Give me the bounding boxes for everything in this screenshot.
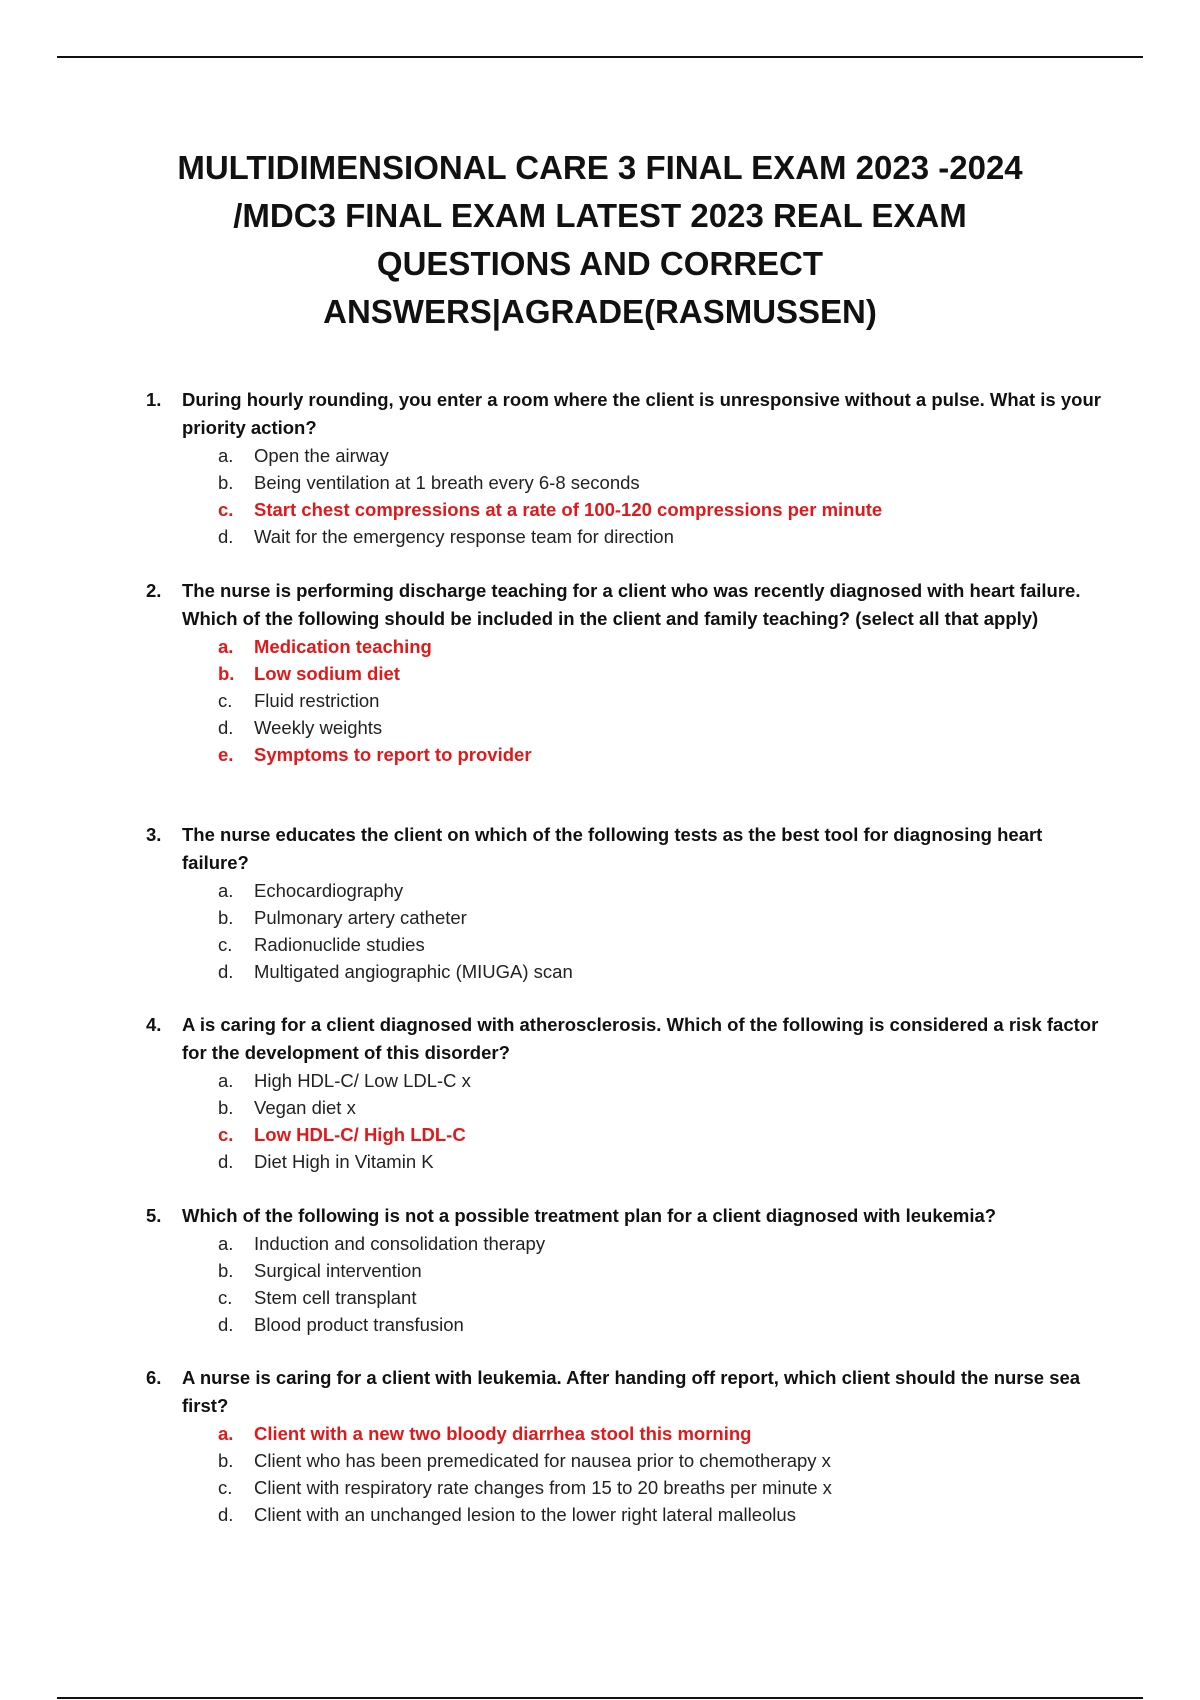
option-letter: e. (218, 744, 234, 765)
option-text: Low HDL-C/ High LDL-C (254, 1124, 466, 1145)
option-text: Induction and consolidation therapy (254, 1233, 546, 1254)
answer-options (146, 633, 1106, 768)
answer-option (146, 687, 1106, 714)
answer-option (146, 1094, 1106, 1121)
option-text: Client with respiratory rate changes from 15 to 20 breaths per minute x (254, 1477, 832, 1498)
question-text: The nurse educates the client on which of the following tests as the best tool for diagnosing heart failure? (182, 824, 1043, 873)
answer-option (146, 904, 1106, 931)
question-number: 5. (146, 1205, 162, 1226)
option-text: Medication teaching (254, 636, 432, 657)
correct-answer-option (146, 741, 1106, 768)
question-text: The nurse is performing discharge teaching for a client who was recently diagnosed with heart failure. Which of the following should be included in the client and family teaching? (select all that apply) (182, 580, 1081, 629)
option-text: Wait for the emergency response team for direction (254, 526, 674, 547)
question-number: 4. (146, 1014, 162, 1035)
answer-option (146, 1067, 1106, 1094)
option-letter: d. (218, 1504, 234, 1525)
option-text: Symptoms to report to provider (254, 744, 532, 765)
option-letter: c. (218, 1477, 233, 1498)
correct-answer-option (146, 496, 1106, 523)
option-text: Vegan diet x (254, 1097, 356, 1118)
option-letter: c. (218, 1124, 234, 1145)
answer-option (146, 1311, 1106, 1338)
bottom-rule (57, 1697, 1143, 1699)
option-letter: b. (218, 663, 235, 684)
option-letter: c. (218, 934, 233, 955)
answer-option (146, 958, 1106, 985)
option-text: Client with a new two bloody diarrhea stool this morning (254, 1423, 752, 1444)
option-letter: a. (218, 636, 234, 657)
option-text: Client who has been premedicated for nausea prior to chemotherapy x (254, 1450, 831, 1471)
option-text: Client with an unchanged lesion to the lower right lateral malleolus (254, 1504, 796, 1525)
question-number: 1. (146, 389, 162, 410)
question-5 (146, 1202, 1106, 1338)
title-line: MULTIDIMENSIONAL CARE 3 FINAL EXAM 2023 -2024 (177, 149, 1023, 186)
option-letter: a. (218, 1070, 234, 1091)
correct-answer-option (146, 1420, 1106, 1447)
option-text: Radionuclide studies (254, 934, 425, 955)
option-text: Being ventilation at 1 breath every 6-8 seconds (254, 472, 640, 493)
question-number: 3. (146, 824, 162, 845)
title-line: QUESTIONS AND CORRECT (376, 245, 824, 282)
title-line: ANSWERS|AGRADE(RASMUSSEN) (323, 293, 877, 330)
answer-options (146, 1067, 1106, 1175)
option-letter: c. (218, 499, 234, 520)
option-letter: d. (218, 1151, 234, 1172)
option-letter: b. (218, 907, 234, 928)
option-text: Blood product transfusion (254, 1314, 464, 1335)
option-text: Diet High in Vitamin K (254, 1151, 434, 1172)
answer-option (146, 1284, 1106, 1311)
answer-option (146, 442, 1106, 469)
question-6 (146, 1364, 1106, 1528)
option-text: Stem cell transplant (254, 1287, 417, 1308)
option-letter: d. (218, 717, 234, 738)
option-letter: a. (218, 445, 234, 466)
question-2 (146, 577, 1106, 768)
option-text: Weekly weights (254, 717, 383, 738)
question-text: A is caring for a client diagnosed with atherosclerosis. Which of the following is considered a risk factor for the development of this disorder? (182, 1014, 1099, 1063)
option-letter: d. (218, 961, 234, 982)
option-letter: d. (218, 526, 234, 547)
option-text: Surgical intervention (254, 1260, 422, 1281)
question-3 (146, 821, 1106, 985)
document-title (150, 144, 1050, 336)
answer-option (146, 469, 1106, 496)
question-number: 2. (146, 580, 162, 601)
option-text: Start chest compressions at a rate of 100-120 compressions per minute (254, 499, 883, 520)
title-line: /MDC3 FINAL EXAM LATEST 2023 REAL EXAM (233, 197, 967, 234)
option-text: Low sodium diet (254, 663, 400, 684)
option-letter: b. (218, 1260, 234, 1281)
option-letter: a. (218, 880, 234, 901)
question-text: During hourly rounding, you enter a room where the client is unresponsive without a pulse. What is your priority action? (182, 389, 1101, 438)
answer-options (146, 1420, 1106, 1528)
answer-option (146, 1474, 1106, 1501)
answer-option (146, 1257, 1106, 1284)
correct-answer-option (146, 633, 1106, 660)
option-text: Fluid restriction (254, 690, 380, 711)
option-text: Echocardiography (254, 880, 404, 901)
question-4 (146, 1011, 1106, 1175)
answer-option (146, 523, 1106, 550)
option-letter: c. (218, 1287, 233, 1308)
option-letter: b. (218, 472, 234, 493)
answer-options (146, 442, 1106, 550)
option-text: Multigated angiographic (MIUGA) scan (254, 961, 573, 982)
option-letter: b. (218, 1097, 234, 1118)
top-rule (57, 56, 1143, 58)
answer-option (146, 1148, 1106, 1175)
option-letter: d. (218, 1314, 234, 1335)
answer-option (146, 931, 1106, 958)
answer-options (146, 877, 1106, 985)
question-1 (146, 386, 1106, 550)
answer-option (146, 714, 1106, 741)
answer-option (146, 1447, 1106, 1474)
question-text: A nurse is caring for a client with leukemia. After handing off report, which client should the nurse sea first? (182, 1367, 1081, 1416)
option-letter: a. (218, 1423, 234, 1444)
option-text: Open the airway (254, 445, 389, 466)
option-letter: c. (218, 690, 233, 711)
option-text: High HDL-C/ Low LDL-C x (254, 1070, 471, 1091)
question-text: Which of the following is not a possible treatment plan for a client diagnosed with leukemia? (182, 1205, 997, 1226)
answer-options (146, 1230, 1106, 1338)
option-letter: a. (218, 1233, 234, 1254)
question-number: 6. (146, 1367, 162, 1388)
answer-option (146, 877, 1106, 904)
answer-option (146, 1230, 1106, 1257)
option-text: Pulmonary artery catheter (254, 907, 467, 928)
correct-answer-option (146, 660, 1106, 687)
option-letter: b. (218, 1450, 234, 1471)
correct-answer-option (146, 1121, 1106, 1148)
answer-option (146, 1501, 1106, 1528)
